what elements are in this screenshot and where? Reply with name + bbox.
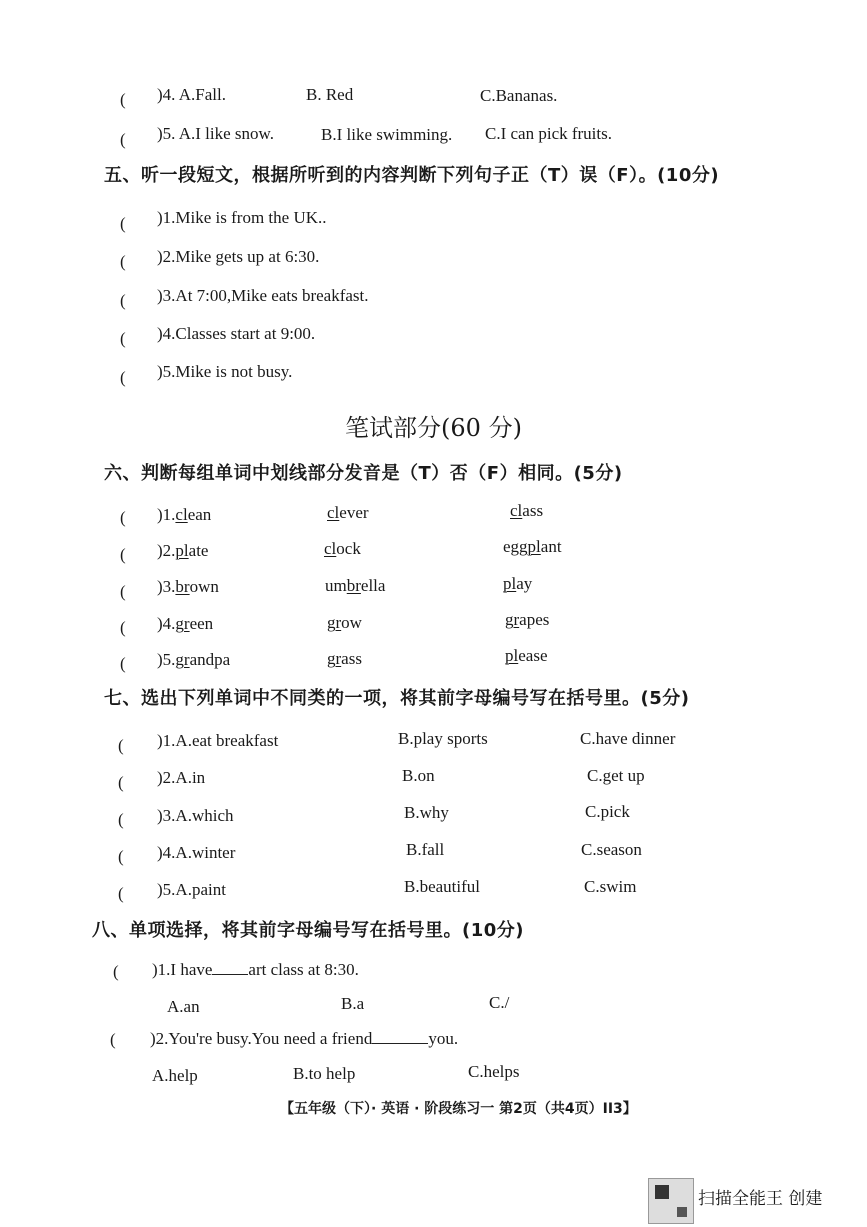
q7-4-stem: )4.A.winter — [157, 843, 236, 862]
written-section-title: 笔试部分(60 分) — [345, 414, 522, 442]
answer-blank — [212, 960, 248, 975]
answer-paren: ( — [120, 291, 126, 310]
answer-paren: ( — [120, 654, 126, 673]
q8-1-option-b: B.a — [341, 994, 365, 1013]
qr-code-icon — [648, 1178, 694, 1224]
answer-paren: ( — [120, 90, 126, 109]
phonics-item: )5.grandpa — [157, 650, 231, 669]
scanner-watermark: 扫描全能王 创建 — [698, 1189, 823, 1209]
answer-paren: ( — [120, 130, 126, 149]
part-six-heading: 六、判断每组单词中划线部分发音是（T）否（F）相同。(5分) — [104, 463, 623, 484]
answer-paren: ( — [120, 329, 126, 348]
answer-paren: ( — [120, 582, 126, 601]
q5-1: )1.Mike is from the UK.. — [157, 208, 327, 227]
answer-paren: ( — [118, 884, 124, 903]
answer-paren: ( — [113, 962, 119, 981]
q8-1-option-c: C./ — [489, 993, 510, 1012]
q4-4-option-c: C.Bananas. — [480, 86, 558, 105]
phonics-word-c: grapes — [505, 610, 550, 629]
q7-1-option-c: C.have dinner — [580, 729, 676, 748]
part-five-heading: 五、听一段短文，根据所听到的内容判断下列句子正（T）误（F）。(10分) — [104, 165, 720, 186]
phonics-word-b: grass — [327, 649, 362, 668]
q8-2-option-c: C.helps — [468, 1062, 520, 1081]
q7-1-option-b: B.play sports — [398, 729, 488, 748]
q7-3-stem: )3.A.which — [157, 806, 234, 825]
answer-paren: ( — [110, 1030, 116, 1049]
answer-paren: ( — [118, 847, 124, 866]
answer-paren: ( — [120, 508, 126, 527]
q4-4-option-b: B. Red — [306, 85, 354, 104]
phonics-item: )4.green — [157, 614, 214, 633]
q4-5-option-c: C.I can pick fruits. — [485, 124, 612, 143]
q7-3-option-b: B.why — [404, 803, 449, 822]
q7-4-option-c: C.season — [581, 840, 642, 859]
phonics-word-b: clever — [327, 503, 369, 522]
answer-paren: ( — [120, 545, 126, 564]
phonics-word-c: class — [510, 501, 544, 520]
q7-5-option-c: C.swim — [584, 877, 637, 896]
phonics-word-c: play — [503, 574, 533, 593]
q7-3-option-c: C.pick — [585, 802, 630, 821]
q5-2: )2.Mike gets up at 6:30. — [157, 247, 320, 266]
q7-2-option-b: B.on — [402, 766, 435, 785]
q4-5-option-b: B.I like swimming. — [321, 125, 453, 144]
page-footer: 【五年级（下）· 英语 · 阶段练习一 第2页（共4页）II3】 — [280, 1101, 637, 1117]
q8-2-option-a: A.help — [152, 1066, 198, 1085]
phonics-item: )1.clean — [157, 505, 212, 524]
q4-4-stem: )4. A.Fall. — [157, 85, 226, 104]
q7-4-option-b: B.fall — [406, 840, 445, 859]
phonics-word-c: eggplant — [503, 537, 562, 556]
answer-paren: ( — [118, 773, 124, 792]
answer-paren: ( — [120, 214, 126, 233]
q7-2-option-c: C.get up — [587, 766, 645, 785]
q5-3: )3.At 7:00,Mike eats breakfast. — [157, 286, 369, 305]
q7-5-stem: )5.A.paint — [157, 880, 226, 899]
phonics-word-b: grow — [327, 613, 362, 632]
q7-5-option-b: B.beautiful — [404, 877, 481, 896]
phonics-item: )2.plate — [157, 541, 209, 560]
phonics-word-c: please — [505, 646, 548, 665]
q8-1-stem: )1.I have art class at 8:30. — [152, 960, 359, 979]
q5-4: )4.Classes start at 9:00. — [157, 324, 316, 343]
answer-paren: ( — [120, 618, 126, 637]
q8-2-option-b: B.to help — [293, 1064, 356, 1083]
part-seven-heading: 七、选出下列单词中不同类的一项，将其前字母编号写在括号里。(5分) — [104, 688, 690, 709]
q8-2-stem: )2.You're busy.You need a friend you. — [150, 1029, 459, 1048]
answer-paren: ( — [120, 368, 126, 387]
q5-5: )5.Mike is not busy. — [157, 362, 293, 381]
q7-2-stem: )2.A.in — [157, 768, 206, 787]
answer-paren: ( — [118, 810, 124, 829]
answer-paren: ( — [118, 736, 124, 755]
answer-paren: ( — [120, 252, 126, 271]
answer-blank — [372, 1029, 428, 1044]
q7-1-stem: )1.A.eat breakfast — [157, 731, 279, 750]
phonics-item: )3.brown — [157, 577, 219, 596]
q8-1-option-a: A.an — [167, 997, 200, 1016]
phonics-word-b: clock — [324, 539, 361, 558]
q4-5-stem: )5. A.I like snow. — [157, 124, 274, 143]
phonics-word-b: umbrella — [325, 576, 386, 595]
part-eight-heading: 八、单项选择，将其前字母编号写在括号里。(10分) — [92, 920, 524, 941]
